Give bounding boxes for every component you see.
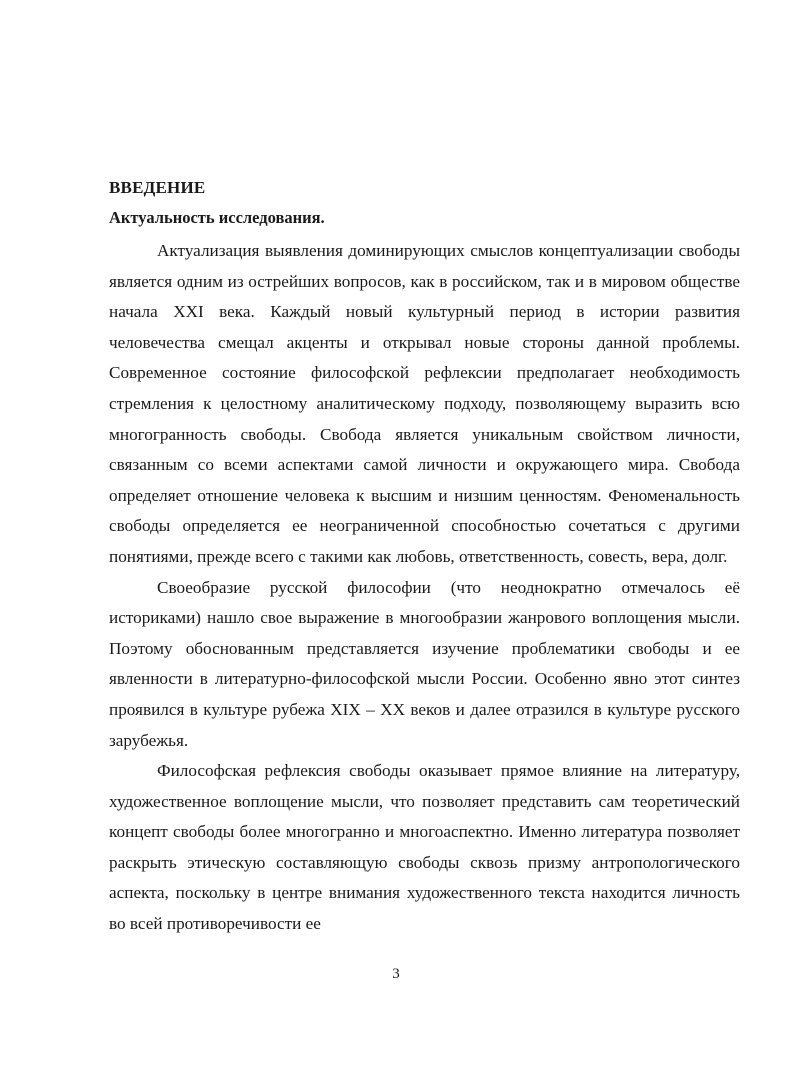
section-title: ВВЕДЕНИЕ [109, 178, 206, 197]
body-text [109, 236, 740, 940]
page-number: 3 [392, 966, 400, 982]
paragraph: Философская рефлексия свободы оказывает прямое влияние на литературу, художественное воплощение мысли, что позволяет представить сам теоретический концепт свободы более многогранно и многоаспектно. Именно литература позволяет раскрыть этическую составляющую свободы сквозь призму антропологического аспекта, поскольку в центре внимания художественного текста находится личность во всей противоречивости ее [109, 761, 740, 934]
subsection-title: Актуальность исследования. [109, 208, 325, 227]
paragraph: Актуализация выявления доминирующих смыслов концептуализации свободы является одним из острейших вопросов, как в российском, так и в мировом обществе начала XXI века. Каждый новый культурный период в истории развития человечества смещал акценты и открывал новые стороны данной проблемы. Современное состояние философской рефлексии предполагает необходимость стремления к целостному аналитическому подходу, позволяющему выразить всю многогранность свободы. Свобода является уникальным свойством личности, связанным со всеми аспектами самой личности и окружающего мира. Свобода определяет отношение человека к высшим и низшим ценностям. Феноменальность свободы определяется ее неограниченной способностью сочетаться с другими понятиями, прежде всего с такими как любовь, ответственность, совесть, вера, долг. [109, 241, 740, 566]
paragraph: Своеобразие русской философии (что неоднократно отмечалось её историками) нашло свое выражение в многообразии жанрового воплощения мысли. Поэтому обоснованным представляется изучение проблематики свободы и ее явленности в литературно-философской мысли России. Особенно явно этот синтез проявился в культуре рубежа XIX – XX веков и далее отразился в культуре русского зарубежья. [109, 577, 740, 750]
